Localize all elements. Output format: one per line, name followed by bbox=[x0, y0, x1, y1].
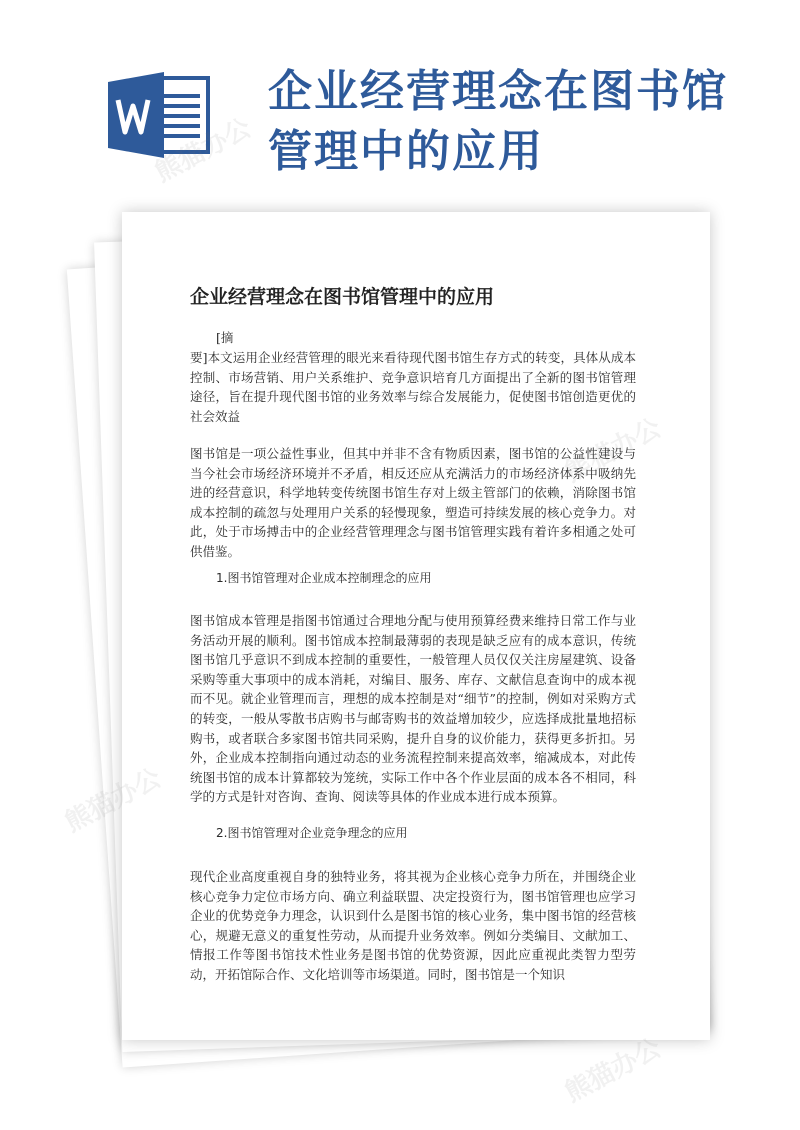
document-page bbox=[122, 212, 710, 1040]
section1-heading: 1.图书馆管理对企业成本控制理念的应用 bbox=[216, 571, 432, 585]
abstract-tag: [摘 bbox=[216, 330, 234, 345]
document-title: 企业经营理念在图书馆管理中的应用 bbox=[190, 286, 495, 308]
section2-paragraph: 现代企业高度重视自身的独特业务，将其视为企业核心竞争力所在，并围绕企业核心竞争力定位市场方向、确立利益联盟、决定投资行为，图书馆管理也应学习企业的优势竞争力理念，认识到什么是图书馆的核心业务，集中图书馆的经营核心，规避无意义的重复性劳动，从而提升业务效率。例如分类编目、文献加工、情报工作等图书馆技术性业务是图书馆的优势资源，因此应重视此类智力型劳动，开拓馆际合作、文化培训等市场渠道。同时，图书馆是一个知识 bbox=[190, 869, 636, 982]
abstract-paragraph: 要]本文运用企业经营管理的眼光来看待现代图书馆生存方式的转变，具体从成本控制、市场营销、用户关系维护、竞争意识培育几方面提出了全新的图书馆管理途径，旨在提升现代图书馆的业务效率与综合发展能力，促使图书馆创造更优的社会效益 bbox=[190, 350, 636, 424]
watermark: 熊猫办公 bbox=[560, 1033, 667, 1109]
section2-heading: 2.图书馆管理对企业竞争理念的应用 bbox=[216, 826, 408, 840]
word-document-icon bbox=[108, 72, 210, 158]
intro-paragraph: 图书馆是一项公益性事业，但其中并非不含有物质因素，图书馆的公益性建设与当今社会市场经济环境并不矛盾，相反还应从充满活力的市场经济体系中吸纳先进的经营意识，科学地转变传统图书馆生存对上级主管部门的依赖，消除图书馆成本控制的疏忽与处理用户关系的轻慢现象，塑造可持续发展的核心竞争力。对此，处于市场搏击中的企业经营管理理念与图书馆管理实践有着许多相通之处可供借鉴。 bbox=[190, 446, 636, 559]
section1-paragraph: 图书馆成本管理是指图书馆通过合理地分配与使用预算经费来维持日常工作与业务活动开展的顺利。图书馆成本控制最薄弱的表现是缺乏应有的成本意识，传统图书馆几乎意识不到成本控制的重要性，一般管理人员仅仅关注房屋建筑、设备采购等重大事项中的成本消耗，对编目、服务、库存、文献信息查询中的成本视而不见。就企业管理而言，理想的成本控制是对“细节”的控制，例如对采购方式的转变，一般从零散书店购书与邮寄购书的效益增加较少，应选择成批量地招标购书，或者联合多家图书馆共同采购，提升自身的议价能力，获得更多折扣。另外，企业成本控制指向通过动态的业务流程控制来提高效率，缩减成本，对此传统图书馆的成本计算都较为笼统，实际工作中各个作业层面的成本各不相同，科学的方式是针对咨询、查询、阅读等具体的作业成本进行成本预算。 bbox=[190, 613, 636, 805]
header-title: 企业经营理念在图书馆管理中的应用 bbox=[268, 66, 728, 177]
page-header bbox=[0, 0, 800, 200]
